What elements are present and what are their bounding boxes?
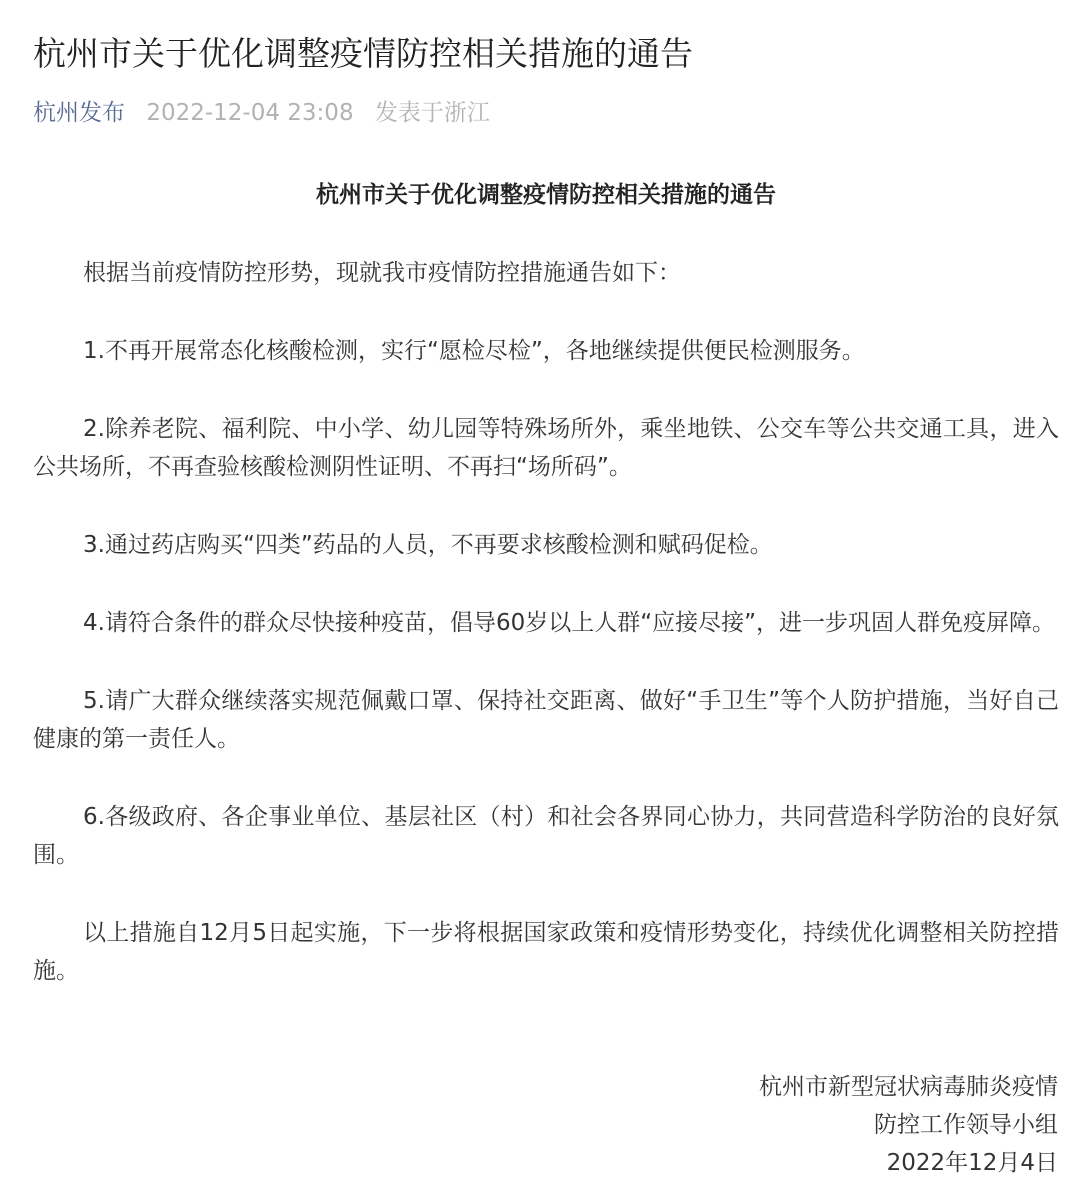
signature-date: 2022年12月4日: [886, 1150, 1058, 1176]
paragraph-item-6: 6.各级政府、各企事业单位、基层社区（村）和社会各界同心协力，共同营造科学防治的良好氛围。: [33, 804, 1059, 868]
signature-org: 杭州市新型冠状病毒肺炎疫情: [759, 1074, 1058, 1100]
publish-time: 2022-12-04 23:08: [146, 100, 354, 126]
signature-block: [759, 1068, 1058, 1182]
paragraph-item-1: 1.不再开展常态化核酸检测，实行“愿检尽检”，各地继续提供便民检测服务。: [83, 338, 865, 364]
article-body: [33, 176, 1059, 1030]
notice-heading: 杭州市关于优化调整疫情防控相关措施的通告: [316, 182, 776, 208]
signature-group: 防控工作领导小组: [874, 1112, 1058, 1138]
paragraph-item-4: 4.请符合条件的群众尽快接种疫苗，倡导60岁以上人群“应接尽接”，进一步巩固人群免疫屏障。: [83, 610, 1056, 636]
publish-location: 发表于浙江: [374, 100, 490, 126]
paragraph-closing: 以上措施自12月5日起实施，下一步将根据国家政策和疫情形势变化，持续优化调整相关防控措施。: [33, 920, 1059, 984]
author-link[interactable]: 杭州发布: [33, 100, 125, 126]
article-meta: [33, 94, 490, 127]
article-title: 杭州市关于优化调整疫情防控相关措施的通告: [33, 34, 693, 73]
paragraph-item-2: 2.除养老院、福利院、中小学、幼儿园等特殊场所外，乘坐地铁、公交车等公共交通工具，进入公共场所，不再查验核酸检测阴性证明、不再扫“场所码”。: [33, 416, 1059, 480]
paragraph-item-5: 5.请广大群众继续落实规范佩戴口罩、保持社交距离、做好“手卫生”等个人防护措施，当好自己健康的第一责任人。: [33, 688, 1059, 752]
paragraph-intro: 根据当前疫情防控形势，现就我市疫情防控措施通告如下：: [83, 260, 681, 286]
paragraph-item-3: 3.通过药店购买“四类”药品的人员，不再要求核酸检测和赋码促检。: [83, 532, 773, 558]
